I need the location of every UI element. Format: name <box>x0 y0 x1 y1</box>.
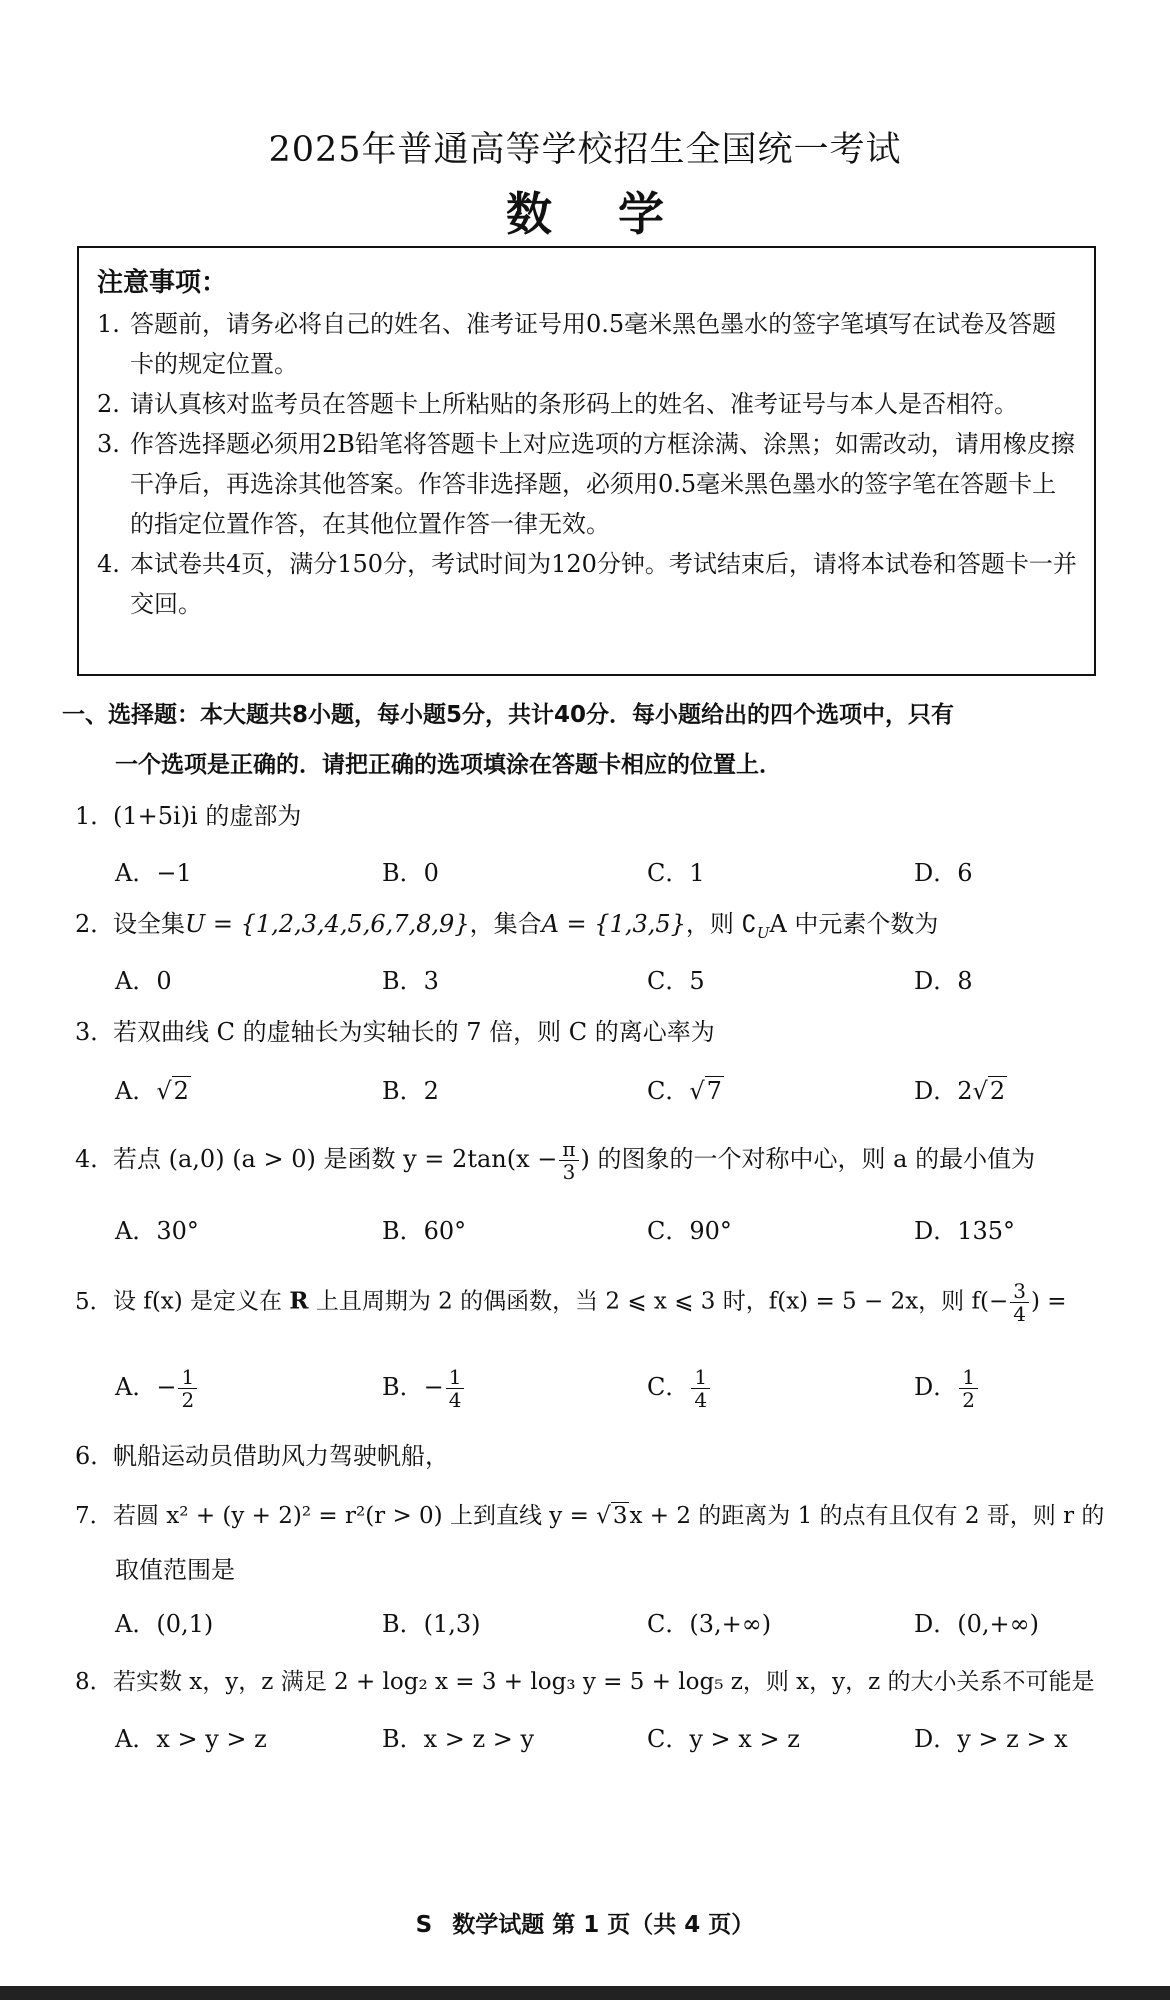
notice-item: 1. 答题前，请务必将自己的姓名、准考证号用0.5毫米黑色墨水的签字笔填写在试卷及答题卡的规定位置。 <box>97 310 1057 378</box>
notice-item: 4. 本试卷共4页，满分150分，考试时间为120分钟。考试结束后，请将本试卷和答题卡一并交回。 <box>97 550 1077 618</box>
question-1-options <box>115 853 1115 893</box>
exam-title: 2025年普通高等学校招生全国统一考试 <box>268 130 902 170</box>
option-d[interactable]: D．8 <box>914 967 973 995</box>
option-c[interactable]: C． $\frac{1}{4}$ <box>647 1366 712 1411</box>
question-2: 2．设全集U = {1,2,3,4,5,6,7,8,9}，集合A = {1,3,5}，则 $∁_UA$ 中元素个数为 <box>75 910 939 942</box>
option-c[interactable]: C．90° <box>647 1217 732 1245</box>
notice-item: 2. 请认真核对监考员在答题卡上所粘贴的条形码上的姓名、准考证号与本人是否相符。 <box>97 390 1018 418</box>
option-a[interactable]: A．30° <box>115 1217 199 1245</box>
option-b[interactable]: B．60° <box>382 1217 467 1245</box>
notice-list <box>97 304 1077 624</box>
sqrt-symbol: √2 <box>156 1077 189 1105</box>
fraction: $\frac{1}{2}$ <box>959 1366 978 1411</box>
option-d[interactable]: D．(0,+∞) <box>914 1610 1039 1638</box>
question-8-options <box>115 1719 1115 1759</box>
option-d[interactable]: D．2√2 <box>914 1071 1007 1111</box>
question-5-options <box>115 1365 1115 1412</box>
fraction: $\frac{3}{4}$ <box>1010 1280 1029 1325</box>
sqrt-symbol: √2 <box>972 1077 1006 1105</box>
question-3: 3．若双曲线 C 的虚轴长为实轴长的 7 倍，则 C 的离心率为 <box>75 1018 715 1046</box>
question-6: 6．帆船运动员借助风力驾驶帆船， <box>75 1442 449 1470</box>
question-2-options <box>115 961 1115 1001</box>
option-a[interactable]: A．− $\frac{1}{2}$ <box>115 1366 199 1411</box>
bottom-border <box>0 1986 1170 2000</box>
option-c[interactable]: C．1 <box>647 859 705 887</box>
sqrt-symbol: √3 <box>596 1503 628 1529</box>
question-7-line2: 取值范围是 <box>115 1556 235 1584</box>
notice-heading: 注意事项： <box>97 268 228 298</box>
section-heading: 一、选择题：本大题共8小题，每小题5分，共计40分．每小题给出的四个选项中，只有 一个选项是正确的．请把正确的选项填涂在答题卡相应的位置上． <box>62 702 955 778</box>
option-d[interactable]: D． $\frac{1}{2}$ <box>914 1366 980 1411</box>
notice-item: 3. 作答选择题必须用2B铅笔将答题卡上对应选项的方框涂满、涂黑；如需改动，请用橡皮擦干净后，再选涂其他答案。作答非选择题，必须用0.5毫米黑色墨水的签字笔在答题卡上的指定位置作答，在其他位置作答一律无效。 <box>97 430 1075 538</box>
option-c[interactable]: C．5 <box>647 967 705 995</box>
question-8: 8．若实数 x，y，z 满足 2 + log₂ x = 3 + log₃ y = 5 + log₅ z，则 x，y，z 的大小关系不可能是 <box>75 1669 1095 1695</box>
option-b[interactable]: B．0 <box>382 859 439 887</box>
sqrt-symbol: √7 <box>689 1077 722 1105</box>
question-7: 7．若圆 x² + (y + 2)² = r²(r > 0) 上到直线 y = √3x + 2 的距离为 1 的点有且仅有 2 哥，则 r 的 <box>75 1496 1125 1536</box>
notice-box <box>77 246 1096 676</box>
fraction: $\frac{1}{4}$ <box>691 1366 710 1411</box>
option-d[interactable]: D．6 <box>914 859 973 887</box>
option-b[interactable]: B．x > z > y <box>382 1725 535 1753</box>
option-b[interactable]: B．− $\frac{1}{4}$ <box>382 1366 466 1411</box>
footer-text: 数学试题 第 1 页（共 4 页） <box>452 1912 755 1938</box>
option-a[interactable]: A．√2 <box>115 1071 191 1111</box>
option-b[interactable]: B．3 <box>382 967 439 995</box>
fraction: $\frac{\pi}{3}$ <box>559 1138 578 1183</box>
question-5: 5．设 f(x) 是定义在 R 上且周期为 2 的偶函数，当 2 ⩽ x ⩽ 3 时，f(x) = 5 − 2x，则 f(− $\frac{3}{4}$ ) = <box>75 1279 1067 1326</box>
option-b[interactable]: B．2 <box>382 1077 439 1105</box>
option-b[interactable]: B．(1,3) <box>382 1610 481 1638</box>
question-7-options <box>115 1604 1115 1644</box>
option-a[interactable]: A．0 <box>115 967 172 995</box>
question-1: 1．(1+5i)i 的虚部为 <box>75 802 302 830</box>
option-c[interactable]: C．√7 <box>647 1071 724 1111</box>
fraction: $\frac{1}{4}$ <box>446 1366 465 1411</box>
option-c[interactable]: C．(3,+∞) <box>647 1610 772 1638</box>
question-3-options <box>115 1071 1115 1111</box>
fraction: $\frac{1}{2}$ <box>178 1366 197 1411</box>
option-a[interactable]: A．−1 <box>115 859 192 887</box>
page-footer <box>0 1906 1170 1939</box>
question-4: 4．若点 (a,0) (a > 0) 是函数 y = 2tan(x − $\frac{\pi}{3}$ ) 的图象的一个对称中心，则 a 的最小值为 <box>75 1137 1036 1184</box>
option-a[interactable]: A．(0,1) <box>115 1610 214 1638</box>
option-d[interactable]: D．y > z > x <box>914 1725 1068 1753</box>
question-4-options <box>115 1211 1115 1251</box>
option-c[interactable]: C．y > x > z <box>647 1725 800 1753</box>
footer-mark: S <box>415 1912 433 1938</box>
option-d[interactable]: D．135° <box>914 1217 1016 1245</box>
option-a[interactable]: A．x > y > z <box>115 1725 267 1753</box>
subject-title: 数 学 <box>505 187 664 241</box>
